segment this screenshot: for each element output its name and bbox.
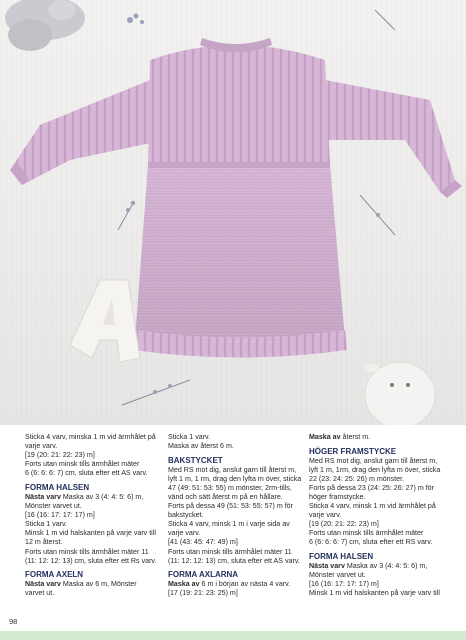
- text-line: 22 (23: 24: 25: 26) m mönster.: [309, 474, 405, 483]
- text-line: lyft 1 m, 1rm, drag den lyfta m över, sticka: [309, 465, 441, 474]
- letter-a-decoration: [70, 280, 140, 362]
- text-line: Med RS mot dig, anslut garn till återst m,: [309, 456, 438, 465]
- text-line: Sticka 1 varv.: [168, 433, 211, 441]
- text-line: Forts utan minsk tills ärmhålet mäter: [309, 529, 424, 538]
- text-line: Mönster varvet ut.: [309, 571, 366, 580]
- text-line: Forts utan minsk tills ärmhålet mäter 11: [168, 547, 292, 556]
- plush-toy: [5, 0, 85, 51]
- text-line: bakstycket.: [168, 511, 204, 520]
- section-heading: HÖGER FRAMSTYCKE: [309, 446, 397, 456]
- text-line: (11: 12: 12: 13) cm, sluta efter ett AS varv.: [168, 556, 300, 565]
- text-line: Forts på dessa 23 (24: 25: 26: 27) m för: [309, 483, 434, 492]
- text-line: Forts utan minsk tills ärmhålet mäter 11: [25, 547, 149, 556]
- lead-text: Maska av: [168, 580, 200, 589]
- text-line: vänd och sätt återst m på en hållare.: [168, 492, 283, 501]
- sweater-yoke: [148, 45, 330, 165]
- text-line: Mönster varvet ut.: [25, 502, 82, 511]
- text-line: [309, 562, 449, 571]
- text-line: [19 (20: 21: 22: 23) m]: [309, 520, 379, 529]
- text-fragment: Maska av 3 (4: 4: 5: 6) m,: [60, 492, 144, 501]
- text-line: 6 (6: 6: 6: 7) cm, sluta efter ett RS varv.: [309, 538, 433, 547]
- section-heading: FORMA HALSEN: [309, 552, 374, 562]
- text-line: Minsk 1 m vid halskanten på varje varv till: [25, 529, 156, 538]
- footer-bar: [0, 631, 466, 640]
- text-line: [309, 433, 449, 442]
- text-line: Sticka 4 varv, minsk 1 m vid ärmhålet på: [309, 502, 436, 511]
- text-line: [25, 493, 163, 502]
- section-heading: FORMA AXLARNA: [168, 570, 239, 580]
- text-line: lyft 1 m, 1 rm, drag den lyfta m över, sticka: [168, 474, 302, 483]
- text-line: [168, 580, 303, 589]
- text-column-1: [25, 433, 163, 598]
- text-line: höger framstycke.: [309, 492, 366, 501]
- text-line: varje varv.: [168, 529, 201, 538]
- text-line: [25, 580, 163, 589]
- text-line: Sticka 4 varv, minska 1 m vid ärmhålet på: [25, 433, 156, 441]
- text-line: Med RS mot dig, anslut garn till återst m,: [168, 465, 297, 474]
- text-line: Minsk 1 m vid halskanten på varje varv till: [309, 589, 440, 598]
- text-line: (11: 12: 12: 13) cm, sluta efter ett Rs varv.: [25, 556, 157, 565]
- text-fragment: Maska av 6 m, Mönster: [60, 580, 137, 589]
- text-line: Forts på dessa 49 (51: 53: 55: 57) m för: [168, 502, 293, 511]
- lead-text: Nästa varv: [25, 580, 61, 589]
- text-line: Maska av återst 6 m.: [168, 442, 234, 451]
- text-line: [19 (20: 21: 22: 23) m]: [25, 451, 95, 460]
- text-line: [41 (43: 45: 47: 49) m]: [168, 538, 238, 547]
- text-column-3: [309, 433, 449, 598]
- text-line: Sticka 4 varv, minsk 1 m i varje sida av: [168, 520, 290, 529]
- page-number: 98: [9, 617, 18, 626]
- text-line: [16 (16: 17: 17: 17) m]: [25, 511, 95, 520]
- text-fragment: 6 m i början av nästa 4 varv.: [199, 580, 291, 589]
- text-line: varje varv.: [25, 442, 58, 451]
- left-sleeve: [10, 80, 165, 185]
- section-heading: FORMA AXELN: [25, 570, 84, 580]
- text-line: varje varv.: [309, 511, 342, 520]
- lead-text: Nästa varv: [25, 492, 61, 501]
- lead-text: Maska av: [309, 433, 341, 441]
- text-fragment: Maska av 3 (4: 4: 5: 6) m,: [344, 562, 428, 571]
- text-fragment: återst m.: [340, 433, 371, 441]
- right-sleeve: [315, 80, 455, 192]
- lead-text: Nästa varv: [309, 562, 345, 571]
- section-heading: FORMA HALSEN: [25, 482, 90, 492]
- section-heading: BAKSTYCKET: [168, 455, 223, 465]
- text-line: [16 (16: 17: 17: 17) m]: [309, 580, 379, 589]
- text-line: Forts utan minsk tills ärmhålet mäter: [25, 460, 140, 469]
- text-line: 12 m återst.: [25, 538, 63, 547]
- text-line: varvet ut.: [25, 589, 55, 598]
- text-line: 6 (6: 6: 6: 7) cm, sluta efter ett AS varv.: [25, 469, 148, 478]
- text-line: 47 (49: 51: 53: 55) m mönster, 2rm-tills,: [168, 483, 292, 492]
- text-column-2: [168, 433, 303, 598]
- text-line: [17 (19: 21: 23: 25) m]: [168, 589, 238, 598]
- text-line: Sticka 1 varv.: [25, 520, 68, 529]
- white-toy: [365, 362, 435, 425]
